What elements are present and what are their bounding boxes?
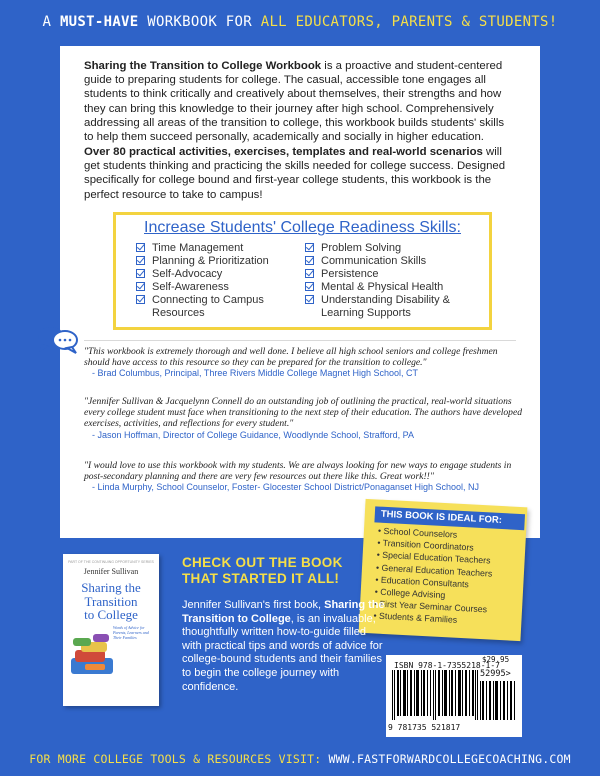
testimonial-2: [84, 396, 524, 441]
first-book-subtitle: Words of Advice for Parents, Learners and Their Families: [113, 625, 149, 640]
testimonial-text: "This workbook is extremely thorough and well done. I believe all high school seniors and college freshmen should have access to this resource so they can be prepared for the transition to college.": [84, 346, 498, 369]
barcode-number: 9 781735 521817: [388, 723, 461, 732]
skill-label: Understanding Disability & Learning Supports: [321, 294, 451, 319]
checkbox-icon: [305, 295, 314, 304]
first-book-title-line: Transition: [84, 593, 138, 609]
footer-label: FOR MORE COLLEGE TOOLS & RESOURCES VISIT:: [29, 752, 329, 766]
testimonial-text: "I would love to use this workbook with my students. We are always looking for new ways to engage students in post-secondary planning and there are very few resources out there like this. Great work!!": [84, 460, 512, 483]
checkbox-icon: [305, 282, 314, 291]
ideal-for-item: • Education Consultants: [375, 573, 492, 591]
checkbox-icon: [136, 269, 145, 278]
ideal-for-item: • Transition Coordinators: [377, 537, 494, 555]
description-p1-bold: Sharing the Transition to College Workbook: [84, 60, 322, 72]
checkout-body-pre: Jennifer Sullivan's first book,: [182, 599, 325, 611]
description-p2-rest: will get students thinking and practicing the skills needed for college success. Designed specifically for college bound and first-year college students, this workbook is the perfect resource to take to campus!: [84, 146, 506, 201]
ideal-for-item: • College Advising: [374, 585, 491, 603]
testimonial-1: [84, 346, 524, 380]
first-book-title-line: Sharing the: [81, 580, 141, 595]
checkout-body: [182, 599, 387, 694]
testimonial-attribution: - Brad Columbus, Principal, Three Rivers Middle College Magnet High School, CT: [92, 368, 418, 379]
checkout-title: [182, 555, 382, 587]
skill-item: [136, 294, 306, 319]
skill-item: [136, 242, 306, 255]
skills-title: [116, 219, 489, 237]
checkbox-icon: [305, 243, 314, 252]
skill-label: Problem Solving: [321, 242, 402, 254]
description-p1-rest: is a proactive and student-centered guide to preparing students for college. The casual, accessible tone engages all students to think critically and creatively about themselves, their strengths and how they can bring this knowledge to their journey after high school. Comprehensively addressing all areas of the transition to college, this workbook builds students' skills to help them succeed personally, academically and socially in higher education.: [84, 60, 505, 144]
first-book-title: [63, 581, 159, 622]
checkout-body-post: , is an invaluable, thoughtfully written how-to-guide filled with practical tips and words of advice for college-bound students and their families to begin the college journey with confidence.: [182, 612, 383, 693]
barcode-box: [386, 655, 522, 737]
skill-label: Self-Advocacy: [152, 268, 223, 280]
testimonial-attribution: - Linda Murphy, School Counselor, Foster- Glocester School District/Ponaganset High School, NJ: [92, 482, 480, 493]
ideal-for-item: • Special Education Teachers: [376, 549, 493, 567]
banner-part4: ALL EDUCATORS, PARENTS & STUDENTS!: [260, 14, 558, 30]
checkbox-icon: [305, 256, 314, 265]
ideal-for-list: [373, 525, 494, 629]
price: $29.95: [482, 655, 510, 664]
top-banner: [0, 14, 600, 30]
footer-url[interactable]: WWW.FASTFORWARDCOLLEGECOACHING.COM: [328, 752, 571, 766]
skill-label: Time Management: [152, 242, 244, 254]
isbn: ISBN 978-1-7355218-1-7: [394, 661, 500, 670]
skill-label: Mental & Physical Health: [321, 281, 444, 293]
ideal-for-item: • Students & Families: [373, 610, 490, 628]
checkbox-icon: [136, 295, 145, 304]
skill-item: [305, 255, 485, 268]
skill-item: [136, 281, 306, 294]
speech-bubbles-icon: [36, 325, 80, 355]
testimonial-attribution: - Jason Hoffman, Director of College Guidance, Woodlynde School, Strafford, PA: [92, 429, 415, 440]
skill-label: Self-Awareness: [152, 281, 229, 293]
footer: [0, 752, 600, 766]
checkout-title-line: CHECK OUT THE BOOK: [182, 555, 343, 570]
checkbox-icon: [136, 243, 145, 252]
banner-part1: A: [42, 14, 60, 30]
banner-part3: WORKBOOK FOR: [138, 14, 261, 30]
description-paragraph-1: [84, 59, 516, 144]
skills-box: [113, 212, 492, 330]
ideal-for-item: • School Counselors: [378, 525, 495, 543]
skill-item: [305, 242, 485, 255]
checkout-body-bold: Sharing the Transition to College: [182, 599, 385, 625]
banner-part2: MUST-HAVE: [59, 14, 139, 30]
testimonial-3: [84, 460, 524, 494]
first-book-cover: [63, 554, 159, 706]
checkout-title-line: THAT STARTED IT ALL!: [182, 571, 340, 586]
checkbox-icon: [305, 269, 314, 278]
barcode-bars: [392, 670, 478, 720]
skill-label: Planning & Prioritization: [152, 255, 269, 267]
first-book-series: PART OF THE CONTINUING OPPORTUNITY SERIES: [68, 560, 154, 564]
skills-title-text: Increase Students' College Readiness Skills:: [144, 219, 461, 236]
price-code: 52995>: [480, 669, 511, 679]
skills-right-column: [305, 242, 485, 320]
checkbox-icon: [136, 282, 145, 291]
price-barcode-bars: [480, 681, 516, 720]
skill-item: [136, 268, 306, 281]
skill-label: Communication Skills: [321, 255, 427, 267]
quote-divider: [84, 340, 516, 341]
first-book-author: Jennifer Sullivan: [83, 567, 139, 576]
ideal-for-item: • First Year Seminar Courses: [374, 598, 491, 616]
skill-item: [136, 255, 306, 268]
clothes-pile-illustration: [67, 628, 117, 678]
skill-item: [305, 281, 485, 294]
ideal-for-item: • General Education Teachers: [376, 561, 493, 579]
description-paragraph-2: [84, 145, 516, 202]
skill-item: [305, 268, 485, 281]
description-p2-bold: Over 80 practical activities, exercises, templates and real-world scenarios: [84, 146, 483, 158]
testimonial-text: "Jennifer Sullivan & Jacquelynn Connell do an outstanding job of outlining the practical, real-world situations every college student must face when transitioning to the next step of their education. The authors have developed exercises, activities, and reflections for every student.": [84, 396, 523, 430]
skill-label: Connecting to Campus Resources: [152, 294, 264, 319]
skill-label: Persistence: [321, 268, 379, 280]
first-book-title-line: to College: [84, 607, 138, 622]
ideal-for-title: THIS BOOK IS IDEAL FOR:: [374, 506, 525, 530]
checkbox-icon: [136, 256, 145, 265]
skill-item: [305, 294, 485, 319]
skills-left-column: [136, 242, 306, 320]
